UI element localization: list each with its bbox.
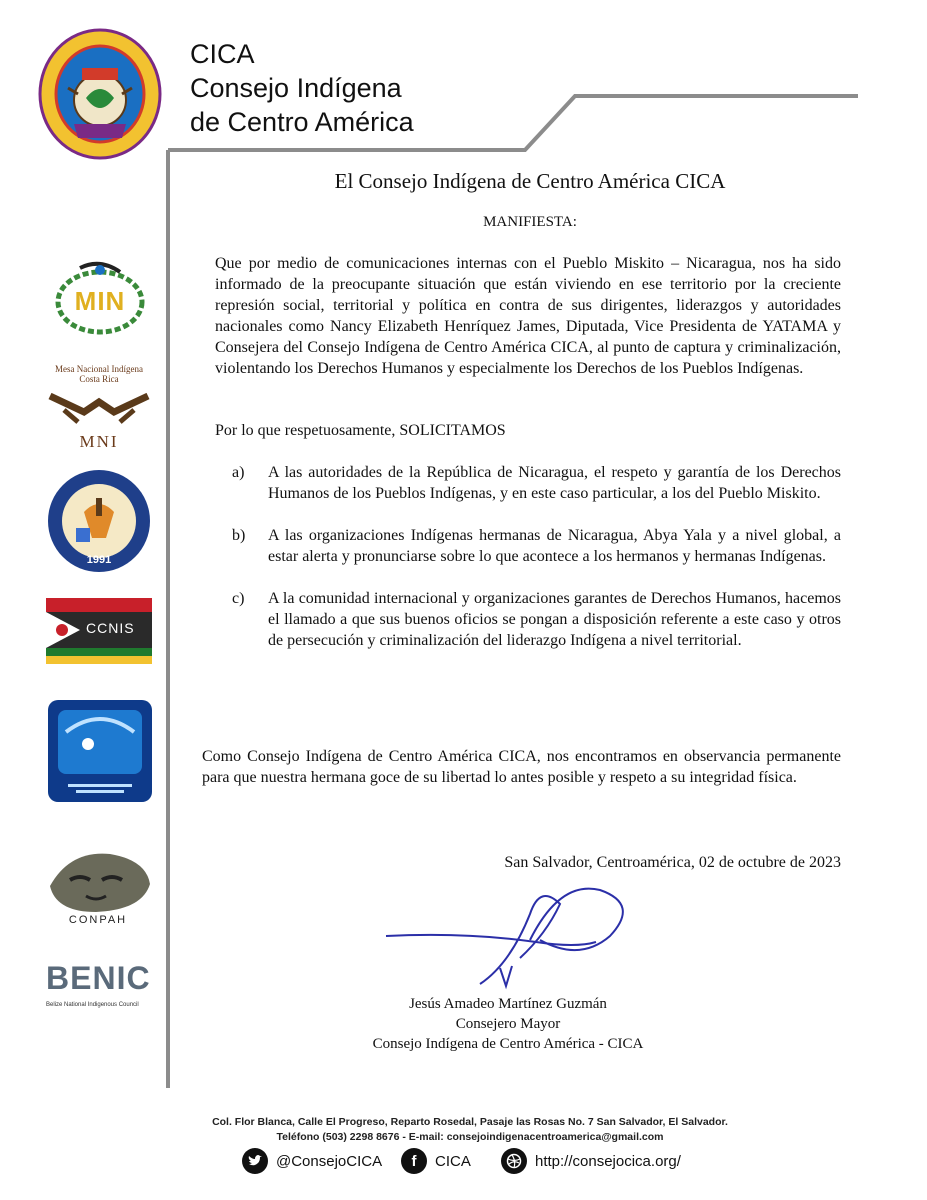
list-marker: c) [232,590,245,607]
cica-logo [38,28,162,160]
panama-coordinadora-logo [46,468,152,574]
list-item-text: A las autoridades de la República de Nicaragua, el respeto y garantía de los Derechos Humanos de los Pueblos Indígenas, y en este caso particular, a los del Pueblo Miskito. [268,464,841,502]
list-marker: b) [232,527,246,544]
list-item [232,525,841,567]
benic-logo [46,960,158,1020]
twitter-handle: @ConsejoCICA [276,1152,383,1170]
solicit-line: Por lo que respetuosamente, SOLICITAMOS [215,422,506,439]
footer-phone-email: Teléfono (503) 2298 8676 - E-mail: consejoindigenacentroamerica@gmail.com [276,1131,664,1143]
benic-logo-subtitle: Belize National Indigenous Council [46,1002,139,1008]
letter-title: El Consejo Indígena de Centro América CICA [334,169,726,193]
list-item [232,462,841,504]
signer-role: Consejero Mayor [455,1016,561,1032]
conpah-logo [40,846,156,932]
place-date: San Salvador, Centroamérica, 02 de octubre de 2023 [504,854,841,871]
footer-address: Col. Flor Blanca, Calle El Progreso, Reparto Rosedal, Pasaje las Rosas No. 7 San Salvador, El Salvador. [212,1116,728,1128]
signer-organization: Consejo Indígena de Centro América - CICA [372,1036,644,1052]
mni-logo-text: MNI [79,432,119,451]
closing-paragraph: Como Consejo Indígena de Centro América CICA, nos encontramos en observancia permanente para que nuestra hermana goce de su libertad lo antes posible y respeto a su integridad física. [202,748,841,786]
ccnis-logo [46,598,152,664]
signature [380,880,650,990]
facebook-icon: f [401,1148,427,1174]
list-item [232,588,841,651]
manifiesta-heading: MANIFIESTA: [483,214,577,230]
panama-logo-year: 1991 [86,554,112,566]
paragraph-situation: Que por medio de comunicaciones internas con el Pueblo Miskito – Nicaragua, nos ha sido informado de la preocupante situación que están viviendo en ese territorio por la creciente represión social, territorial y política en contra de sus dirigentes, liderazgos y autoridades nacionales como Nancy Elizabeth Henríquez James, Diputada, Vice Presidenta de YATAMA y Consejera del Consejo Indígena de Centro América CICA, al punto de captura y criminalización, violentando los Derechos Humanos y especialmente los Derechos de los Pueblos Indígenas. [215,255,841,377]
request-list [232,462,841,651]
conpah-logo-text: CONPAH [68,914,128,926]
facebook-name: CICA [435,1152,471,1170]
list-item-text: A la comunidad internacional y organizaciones garantes de Derechos Humanos, hacemos el llamado a que sus buenos oficios se pongan a disposición referente a este caso y otros de persecución y criminalización del liderazgo Indígena a nivel territorial. [268,590,841,649]
ccnis-logo-text: CCNIS [86,620,135,636]
org-short-name: CICA [190,39,255,69]
website-link[interactable] [501,1148,681,1174]
list-marker: a) [232,464,245,481]
min-logo-text: MIN [74,286,126,316]
org-name-line1: Consejo Indígena [190,73,402,103]
mni-logo [44,364,154,454]
list-item-text: A las organizaciones Indígenas hermanas de Nicaragua, Abya Yala y a nivel global, a estar alerta y pronunciarse sobre lo que acontece a los hermanos y hermanas Indígenas. [268,527,841,565]
org-name-line2: de Centro América [190,107,414,137]
globe-icon [501,1148,527,1174]
coordination-space-logo [48,700,152,802]
twitter-link[interactable] [242,1148,382,1174]
min-logo [52,258,148,338]
website-url: http://consejocica.org/ [535,1152,681,1170]
signer-name: Jesús Amadeo Martínez Guzmán [409,996,607,1012]
facebook-link[interactable] [401,1148,471,1174]
twitter-icon [242,1148,268,1174]
mni-logo-caption: Mesa Nacional Indígena Costa Rica [55,364,143,384]
benic-logo-text: BENIC [46,960,151,996]
